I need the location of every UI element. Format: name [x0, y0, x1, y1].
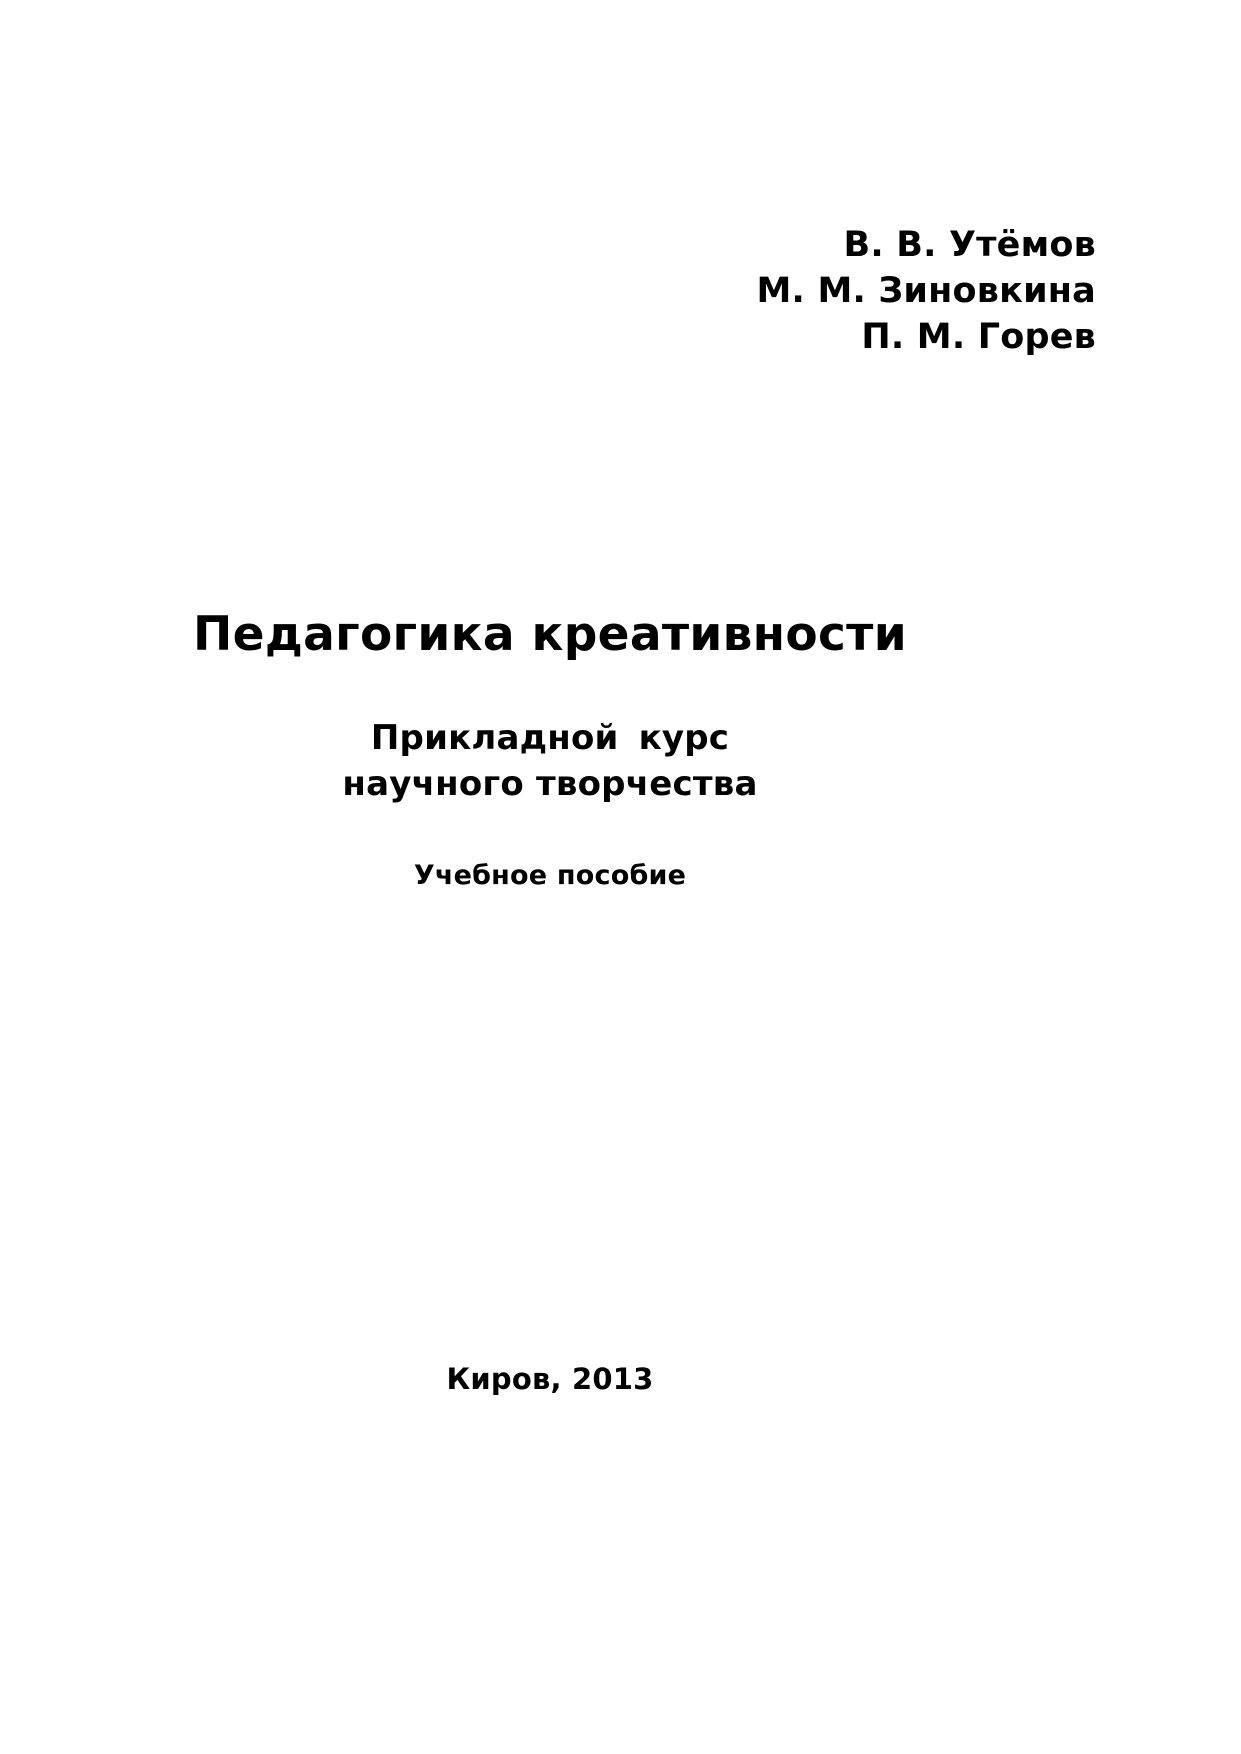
page-subtitle-line-2: научного творчества: [342, 764, 758, 804]
author-name-2: М. М. Зиновкина: [756, 271, 1096, 311]
author-name-1: В. В. Утёмов: [843, 225, 1096, 265]
page-title: Педагогика креативности: [193, 607, 907, 662]
page-subtitle: [0, 715, 1100, 807]
page-subtitle-line-1: Прикладной курс: [370, 718, 730, 758]
imprint-line: Киров, 2013: [446, 1362, 654, 1396]
authors-block: [757, 222, 1096, 360]
author-name-3: П. М. Горев: [861, 317, 1096, 357]
document-kind-label: Учебное пособие: [413, 860, 687, 891]
title-block: [0, 605, 1100, 893]
